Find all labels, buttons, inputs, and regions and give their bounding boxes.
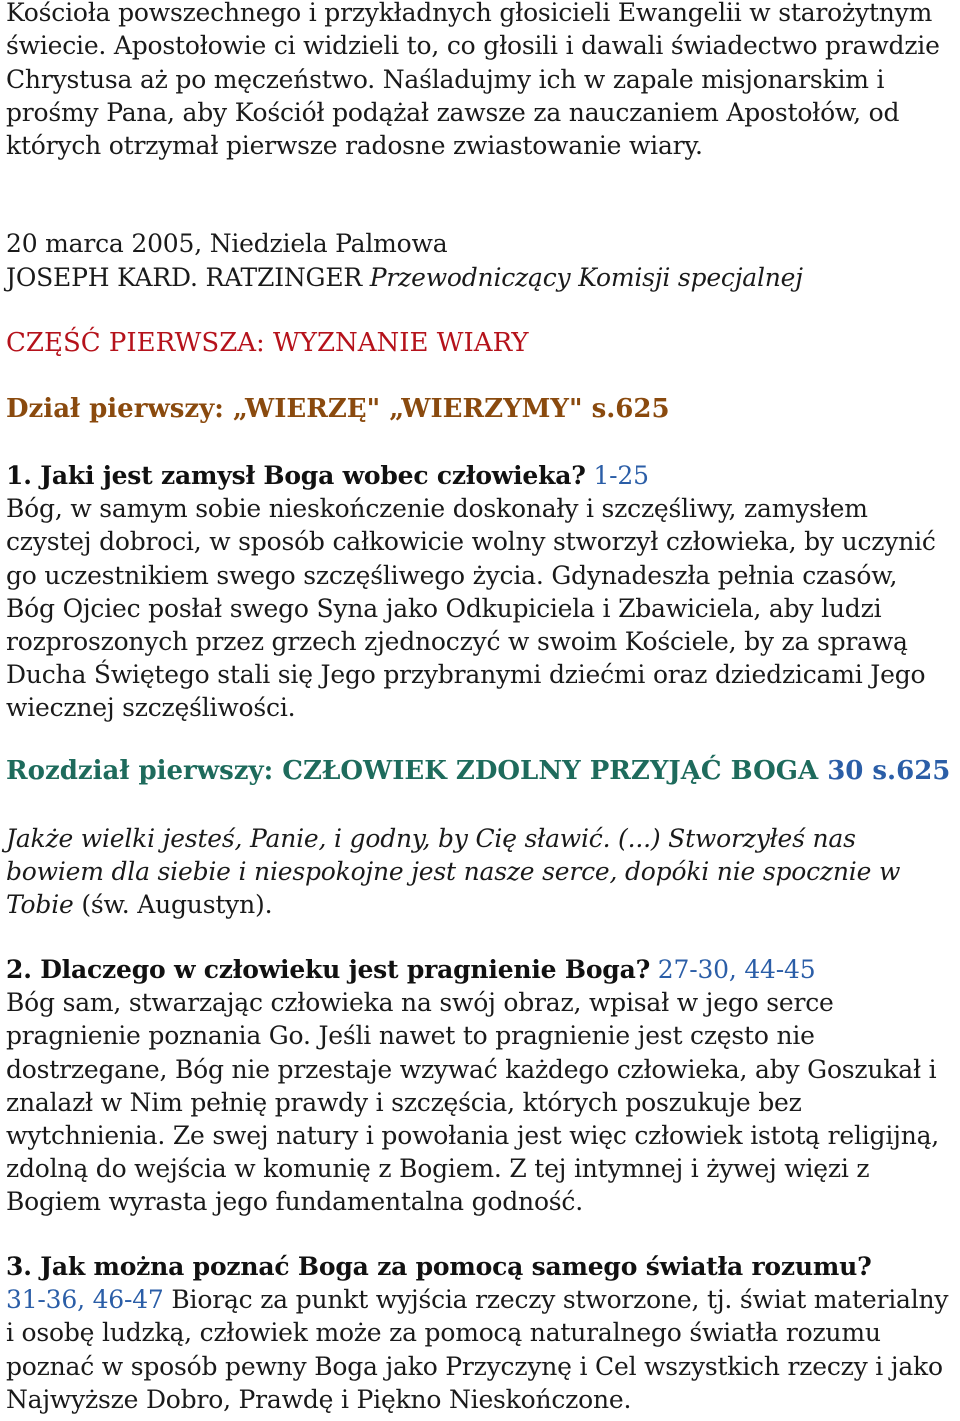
question-1-title: 1. Jaki jest zamysł Boga wobec człowieka? bbox=[6, 461, 586, 490]
question-3-title: 3. Jak można poznać Boga za pomocą samego światła rozumu? bbox=[6, 1252, 872, 1281]
question-3-ref: 31-36, 46-47 bbox=[6, 1285, 164, 1315]
intro-paragraph: Kościoła powszechnego i przykładnych głosicieli Ewangelii w starożytnym świecie. Apostołowie ci widzieli to, co głosili i dawali świadectwo prawdzie Chrystusa aż po męczeństwo. Naśladujmy ich w zapale misjonarskim i prośmy Pana, aby Kościół podążał zawsze za nauczaniem Apostołów, od których otrzymał pierwsze radosne zwiastowanie wiary. bbox=[6, 0, 940, 161]
section-heading: Dział pierwszy: „WIERZĘ" „WIERZYMY" s.625 bbox=[6, 394, 670, 424]
question-1-text: Bóg, w samym sobie nieskończenie doskonały i szczęśliwy, zamysłem czystej dobroci, w sposób całkowicie wolny stworzył człowieka, by uczynić go uczestnikiem swego szczęśliwego życia. Gdynadeszła pełnia czasów, Bóg Ojciec posłał swego Syna jako Odkupiciela i Zbawiciela, aby ludzi rozproszonych przez grzech zjednoczyć w swoim Kościele, by za sprawą Ducha Świętego stali się Jego przybranymi dziećmi oraz dziedzicami Jego wiecznej szczęśliwości. bbox=[6, 494, 936, 723]
question-2-text: Bóg sam, stwarzając człowieka na swój obraz, wpisał w jego serce pragnienie poznania Go. Jeśli nawet to pragnienie jest często nie dostrzegane, Bóg nie przestaje wzywać każdego człowieka, aby Goszukał i znalazł w Nim pełnię prawdy i szczęścia, których poszukuje bez wytchnienia. Ze swej natury i powołania jest więc człowiek istotą religijną, zdolną do wejścia w komunię z Bogiem. Z tej intymnej i żywej więzi z Bogiem wyrasta jego fundamentalna godność. bbox=[6, 988, 940, 1217]
question-3-text: Biorąc za punkt wyjścia rzeczy stworzone, tj. świat materialny i osobę ludzką, człowiek może za pomocą naturalnego światła rozumu poznać w sposób pewny Boga jako Przyczynę i Cel wszystkich rzeczy i jako Najwyższe Dobro, Prawdę i Piękno Nieskończone. bbox=[6, 1285, 949, 1414]
quote-text: Jakże wielki jesteś, Panie, i godny, by Cię sławić. (...) Stworzyłeś nas bowiem dla siebie i niespokojne jest nasze serce, dopóki nie spocznie w Tobie bbox=[6, 824, 901, 920]
question-2 bbox=[6, 953, 952, 1219]
author-role: Przewodniczący Komisji specjalnej bbox=[369, 263, 803, 292]
author-name: JOSEPH KARD. RATZINGER bbox=[6, 263, 363, 292]
question-3 bbox=[6, 1250, 952, 1416]
quote-source: (św. Augustyn). bbox=[73, 890, 273, 920]
question-2-title: 2. Dlaczego w człowieku jest pragnienie Boga? bbox=[6, 955, 651, 984]
signature-author bbox=[6, 261, 803, 294]
chapter-title: Rozdział pierwszy: CZŁOWIEK ZDOLNY PRZYJĄĆ BOGA bbox=[6, 756, 819, 786]
question-2-ref: 27-30, 44-45 bbox=[657, 955, 816, 984]
question-1 bbox=[6, 459, 952, 725]
augustine-quote bbox=[6, 822, 952, 922]
signature-date: 20 marca 2005, Niedziela Palmowa bbox=[6, 229, 448, 258]
chapter-heading bbox=[6, 755, 952, 788]
part-heading: CZĘŚĆ PIERWSZA: WYZNANIE WIARY bbox=[6, 328, 529, 358]
chapter-ref: 30 s.625 bbox=[827, 756, 951, 786]
question-1-ref: 1-25 bbox=[593, 461, 649, 490]
